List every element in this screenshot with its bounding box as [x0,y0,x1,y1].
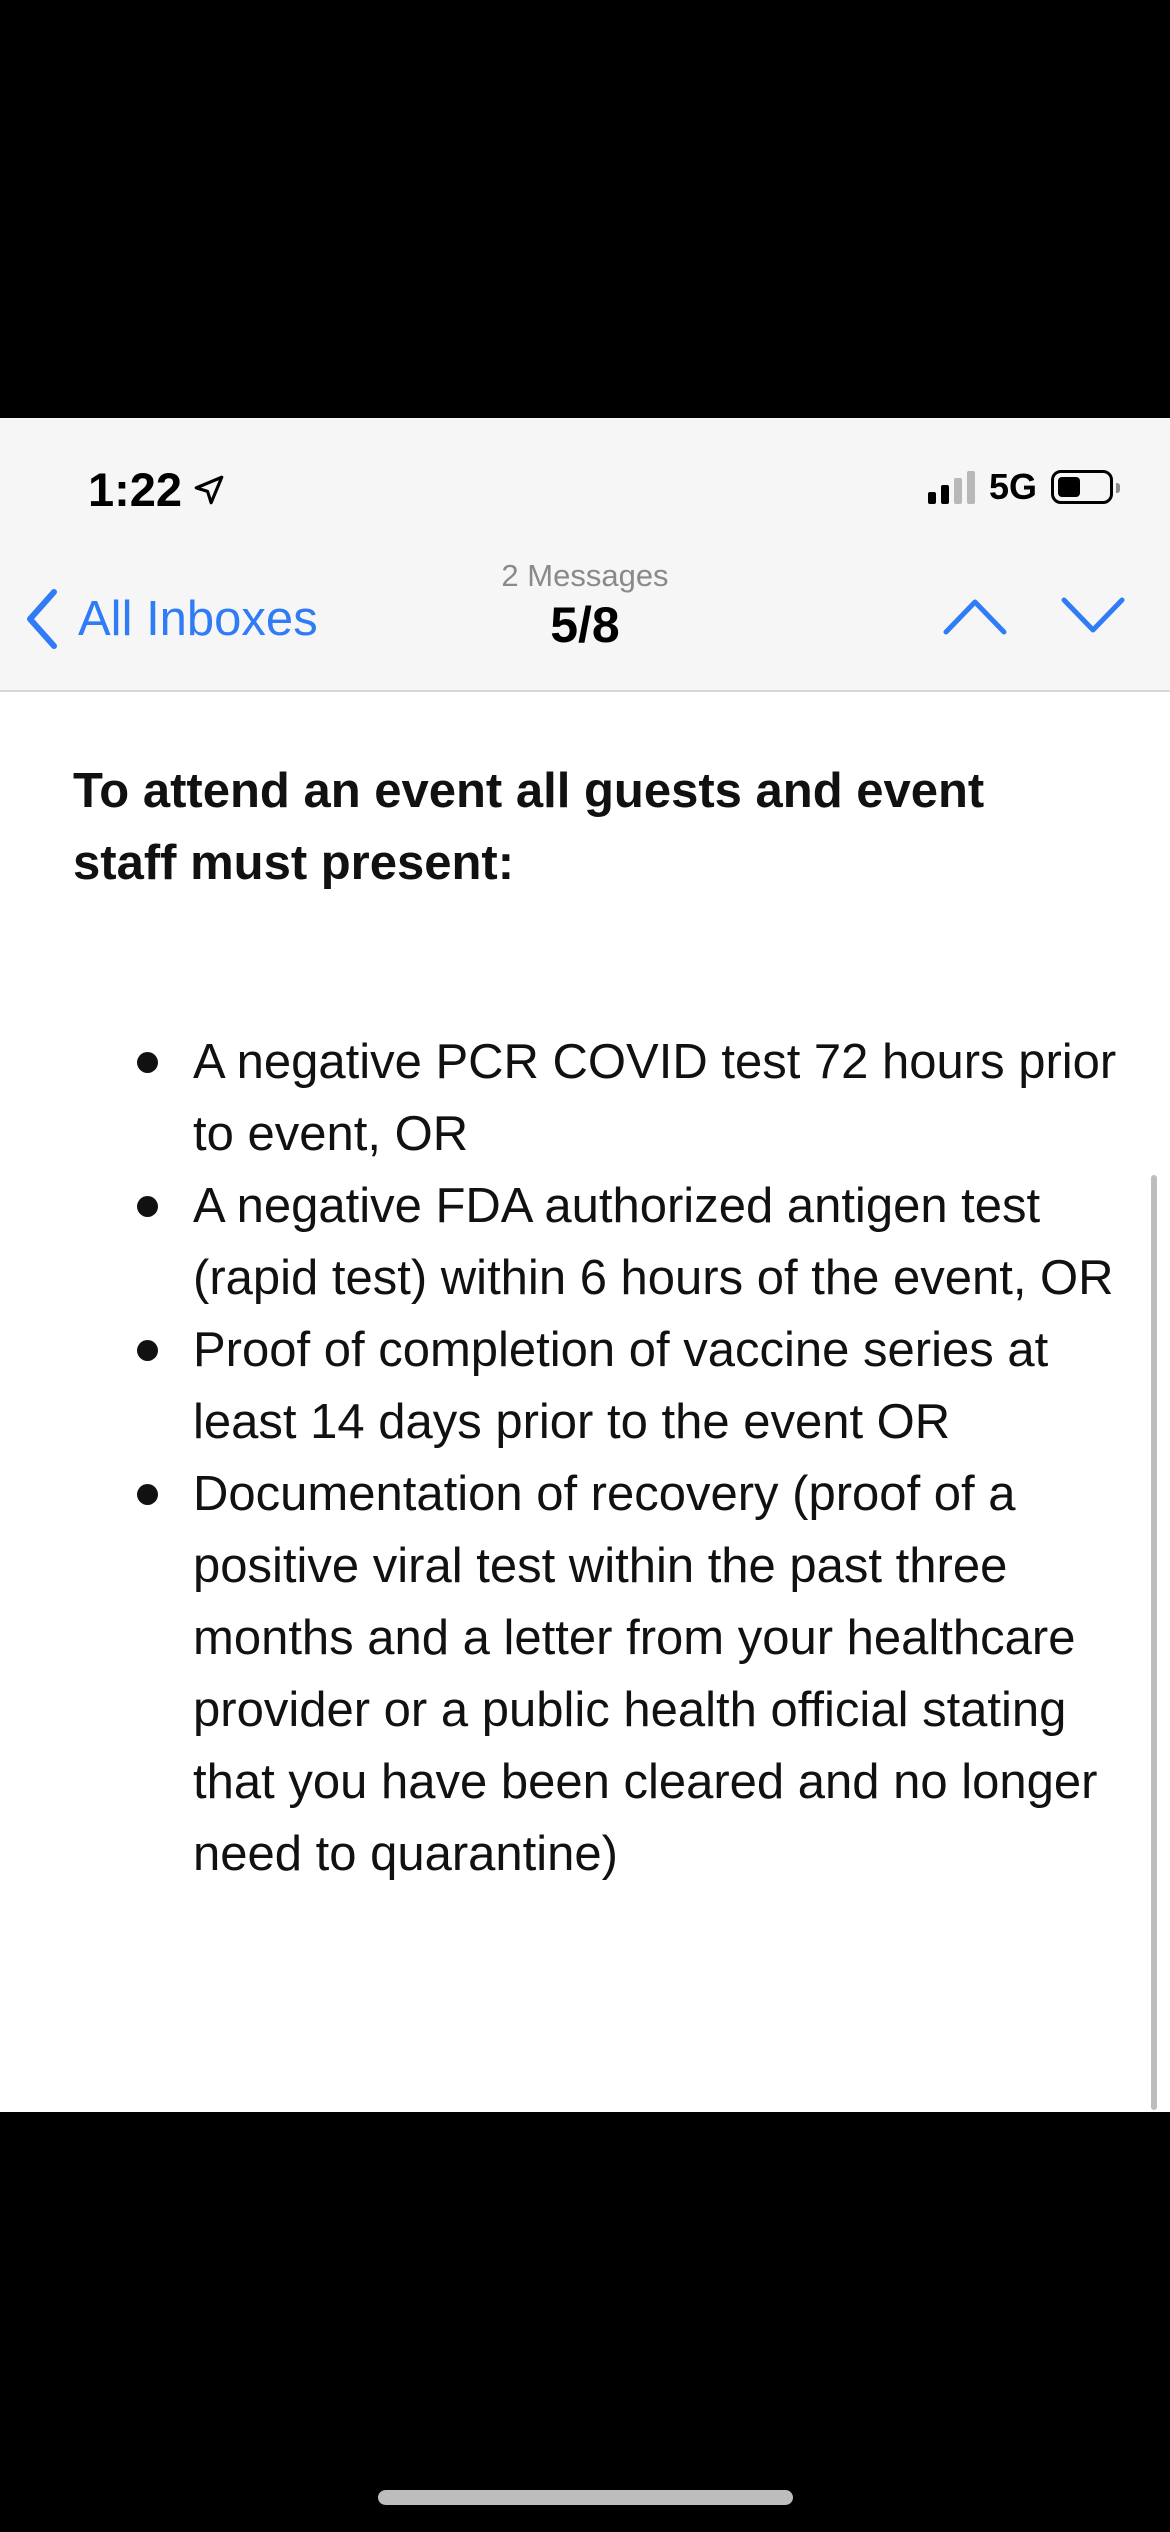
battery-icon [1051,470,1113,504]
status-time-label: 1:22 [88,463,183,516]
requirement-text: A negative PCR COVID test 72 hours prior to event, OR [193,1035,1117,1161]
bullet-icon [137,1052,158,1073]
top-black-area [0,0,1170,418]
signal-bar [954,478,962,504]
next-message-button[interactable] [1060,596,1126,641]
message-navigation [942,596,1126,641]
requirements-list [0,1026,1170,1890]
previous-message-button[interactable] [942,596,1008,641]
back-label: All Inboxes [78,592,318,646]
requirement-text: Documentation of recovery (proof of a positive viral test within the past three months and a letter from your healthcare provider or a public health official stating that you have been cleared and no longer need to quarantine) [193,1467,1098,1881]
requirement-item [0,1314,1170,1458]
requirement-item [0,1170,1170,1314]
chevron-up-icon [942,596,1008,636]
chevron-down-icon [1060,596,1126,636]
requirement-item [0,1458,1170,1890]
network-type: 5G [988,466,1037,507]
bullet-icon [137,1196,158,1217]
requirement-item [0,1026,1170,1170]
requirement-text: Proof of completion of vaccine series at least 14 days prior to the event OR [193,1323,1049,1449]
message-position: 5/8 [550,597,620,653]
battery-level [1058,477,1080,497]
scrollbar[interactable] [1151,1175,1157,2110]
signal-strength-icon [928,470,975,504]
message-count: 2 Messages [501,558,669,593]
battery-nub [1116,483,1120,493]
status-indicators [928,466,1113,508]
signal-bar [928,492,936,504]
signal-bar [941,485,949,504]
bullet-icon [137,1340,158,1361]
home-indicator[interactable] [378,2490,793,2505]
signal-bar [967,471,975,504]
bullet-icon [137,1484,158,1505]
requirement-text: A negative FDA authorized antigen test (rapid test) within 6 hours of the event, OR [193,1179,1114,1305]
status-time [88,462,226,517]
email-heading: To attend an event all guests and event staff must present: [73,764,985,890]
location-arrow-icon [192,473,226,507]
